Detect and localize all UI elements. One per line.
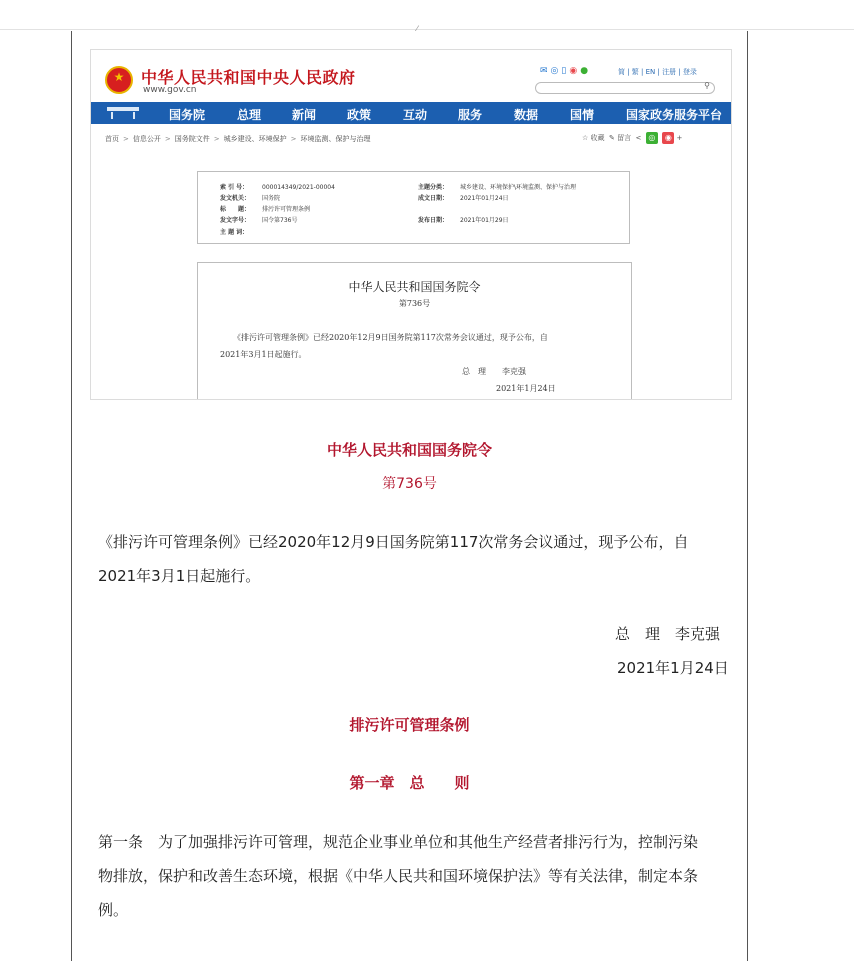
clock-icon: ◎ bbox=[550, 66, 559, 76]
nav-item-policy: 政策 bbox=[347, 108, 372, 122]
search-input bbox=[535, 82, 715, 94]
signature: 总 理 李克强 bbox=[615, 625, 721, 643]
order-preview-box bbox=[197, 262, 632, 400]
order-title: 中华人民共和国国务院令 bbox=[326, 441, 492, 459]
main-nav bbox=[91, 102, 731, 124]
document-page bbox=[71, 31, 748, 961]
phone-icon: ▯ bbox=[561, 66, 567, 76]
nav-item-news: 新闻 bbox=[292, 108, 317, 122]
favorite-label: 收藏 bbox=[590, 134, 605, 142]
resize-handle-icon[interactable]: ⁄ bbox=[416, 25, 418, 35]
breadcrumb-item: 信息公开 bbox=[132, 135, 161, 143]
intro-line-2: 2021年3月1日起施行。 bbox=[98, 567, 261, 585]
chapter-title: 第一章 总 则 bbox=[349, 774, 470, 792]
nav-item-service: 服务 bbox=[458, 108, 483, 122]
site-url: www.gov.cn bbox=[143, 85, 197, 95]
meta-index: 索 引 号： 000014349/2021-00004 bbox=[220, 184, 335, 191]
order-number: 第736号 bbox=[382, 476, 437, 492]
breadcrumb-item: 首页 bbox=[105, 135, 119, 143]
order-preview-text-line2: 2021年3月1日起施行。 bbox=[220, 350, 307, 359]
breadcrumb: 首页 > 信息公开 > 国务院文件 > 城乡建设、环境保护 > 环境监测、保护与治理 bbox=[105, 135, 371, 143]
plus-icon: + bbox=[676, 134, 683, 142]
national-emblem-icon: ★ bbox=[105, 66, 133, 94]
article1-line-2: 物排放，保护和改善生态环境，根据《中华人民共和国环境保护法》等有关法律，制定本条 bbox=[98, 867, 699, 885]
pen-icon: ✎ bbox=[608, 134, 615, 142]
utility-icons bbox=[540, 66, 591, 76]
order-preview-date: 2021年1月24日 bbox=[496, 384, 556, 393]
embedded-screenshot bbox=[90, 49, 732, 400]
article1-line-1: 第一条 为了加强排污许可管理，规范企业事业单位和其他生产经营者排污行为，控制污染 bbox=[98, 833, 699, 851]
article1-line-3: 例。 bbox=[98, 901, 129, 919]
meta-org: 发文机关： 国务院 bbox=[220, 195, 281, 202]
order-preview-text-line1: 《排污许可管理条例》已经2020年12月9日国务院第117次常务会议通过，现予公布，自 bbox=[233, 333, 548, 342]
order-preview-title: 中华人民共和国国务院令 bbox=[348, 280, 481, 294]
nav-item-gov-service-platform: 国家政务服务平台 bbox=[626, 108, 723, 122]
weibo-share-icon: ◉ bbox=[662, 132, 674, 144]
share-icon: < bbox=[635, 134, 642, 142]
nav-item-data: 数据 bbox=[514, 108, 539, 122]
mail-icon: ✉ bbox=[540, 66, 548, 76]
wechat-icon: ● bbox=[580, 66, 589, 76]
order-preview-signature: 总 理 李克强 bbox=[462, 367, 526, 376]
breadcrumb-item: 环境监测、保护与治理 bbox=[300, 135, 371, 143]
wechat-share-icon: ◎ bbox=[646, 132, 658, 144]
comment-label: 留言 bbox=[617, 134, 632, 142]
nav-item-state-council: 国务院 bbox=[169, 108, 206, 122]
document-metadata-box bbox=[197, 171, 630, 244]
top-divider bbox=[0, 29, 854, 30]
meta-docno: 发文字号： 国令第736号 bbox=[220, 217, 298, 224]
meta-published: 发布日期： 2021年01月29日 bbox=[418, 217, 509, 224]
meta-category: 主题分类： 城乡建设、环境保护\环境监测、保护与治理 bbox=[418, 184, 577, 191]
breadcrumb-item: 国务院文件 bbox=[174, 135, 210, 143]
weibo-icon: ◉ bbox=[569, 66, 578, 76]
site-title: 中华人民共和国中央人民政府 bbox=[141, 68, 356, 87]
meta-created: 成文日期： 2021年01月24日 bbox=[418, 195, 509, 202]
nav-item-interaction: 互动 bbox=[403, 108, 428, 122]
search-icon: ⚲ bbox=[704, 81, 710, 90]
tiananmen-icon bbox=[105, 105, 141, 121]
intro-line-1: 《排污许可管理条例》已经2020年12月9日国务院第117次常务会议通过，现予公布，自 bbox=[98, 533, 689, 551]
meta-keywords: 主 题 词： bbox=[220, 229, 249, 236]
utility-links: 简 | 繁 | EN | 注册 | 登录 bbox=[618, 68, 697, 76]
meta-title: 标 题： 排污许可管理条例 bbox=[220, 206, 311, 213]
order-preview-number: 第736号 bbox=[398, 299, 431, 308]
nav-item-national-info: 国情 bbox=[570, 108, 595, 122]
signature-date: 2021年1月24日 bbox=[617, 659, 729, 677]
breadcrumb-item: 城乡建设、环境保护 bbox=[223, 135, 287, 143]
share-tools bbox=[582, 132, 682, 144]
star-icon: ☆ bbox=[582, 134, 589, 142]
regulation-title: 排污许可管理条例 bbox=[349, 716, 470, 734]
nav-item-premier: 总理 bbox=[237, 108, 262, 122]
